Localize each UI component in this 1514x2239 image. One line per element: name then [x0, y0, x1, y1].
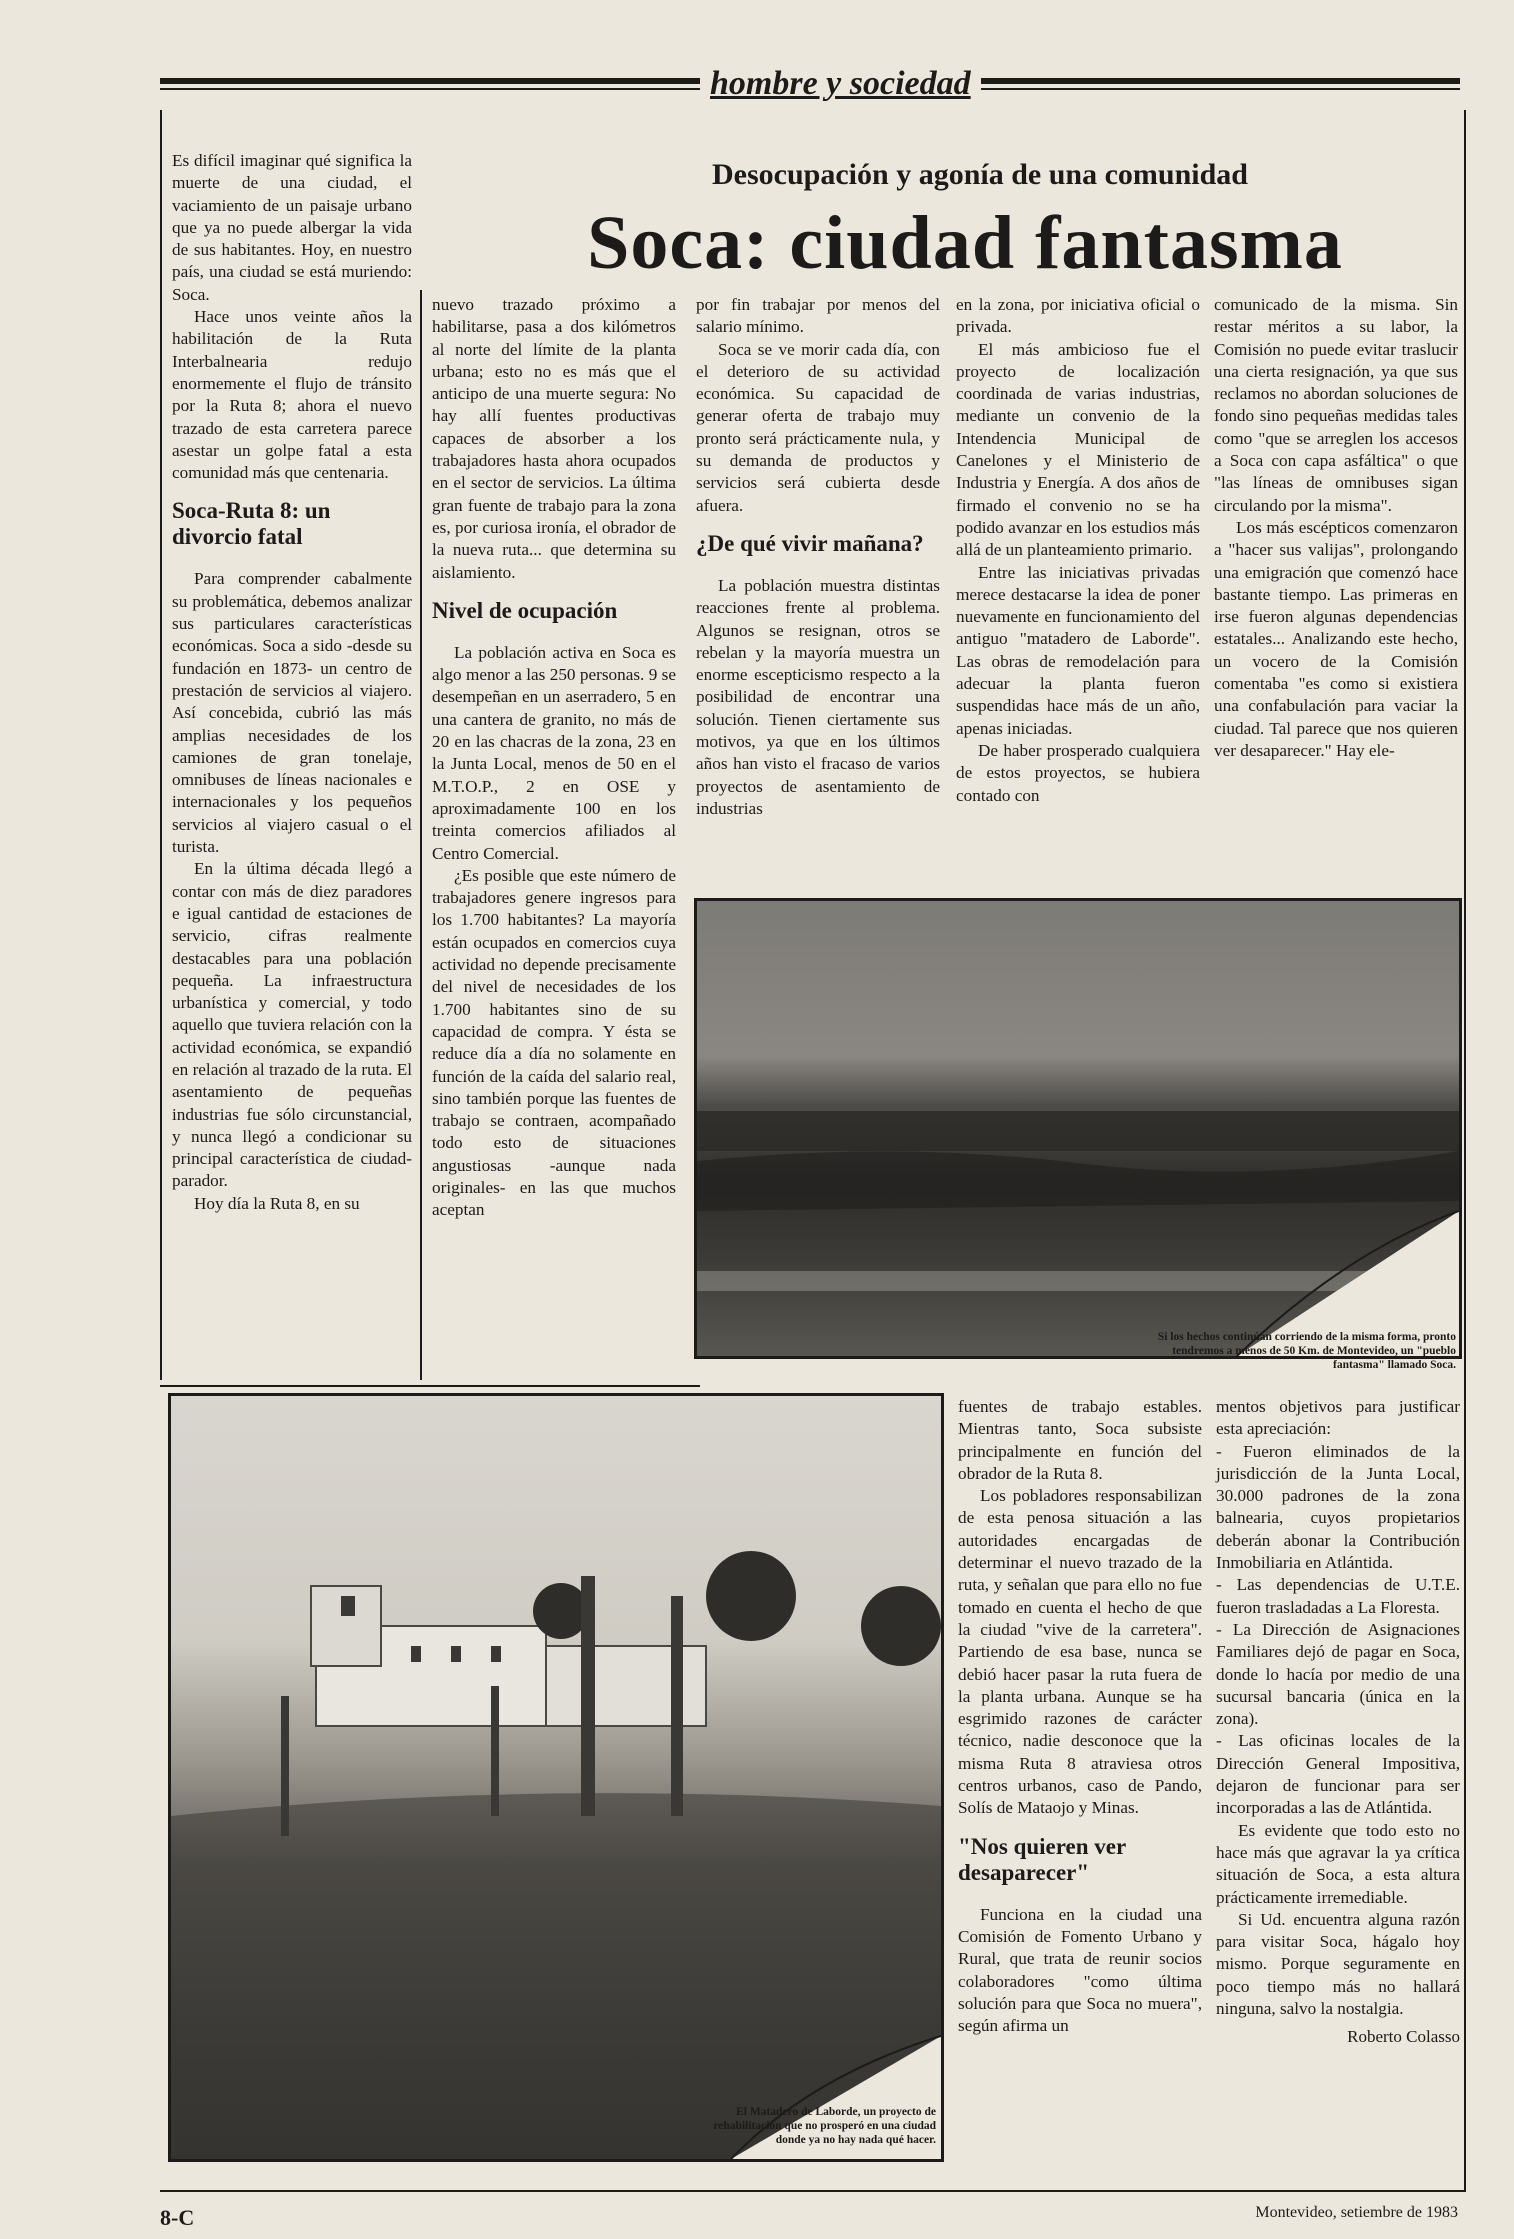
photo-matadero-laborde	[168, 1393, 944, 2162]
col7-paragraph-4: - La Dirección de Asignaciones Familiares dejó de pagar en Soca, donde lo hacía por medio de una sucursal bancaria (única en la zona).	[1216, 1619, 1460, 1729]
col6-paragraph-2: Los pobladores responsabilizan de esta penosa situación a las autoridades encargadas de determinar el nuevo trazado de la ruta, y señalan que para ello no fue tomado en cuenta el hecho de que la ciudad "vive de la carretera". Partiendo de esa base, nunca se debió hacer pasar la ruta fuera de la planta urbana. Aunque se ha esgrimido razones de carácter técnico, nadie desconoce que la misma Ruta 8 atraviesa otros centros urbanos, caso de Pando, Solís de Mataojo y Minas.	[958, 1486, 1202, 1818]
col7-paragraph-1: mentos objetivos para justificar esta apreciación:	[1216, 1397, 1460, 1439]
col2-paragraph-2: La población activa en Soca es algo menor a las 250 personas. 9 se desempeñan en un aserradero, 5 en una cantera de granito, no más de 20 en las chacras de la zona, 23 en la Junta Local, menos de 50 en el M.T.O.P., 2 en OSE y aproximadamente 100 en los treinta comercios afiliados al Centro Comercial.	[432, 642, 676, 863]
col1-paragraph-3: Para comprender cabalmente su problemática, debemos analizar sus particulares características económicas. Soca a sido -desde su fundación en 1873- un centro de prestación de servicios al viajero. Así concebida, cubrió las más amplias necesidades de los camiones de gran tonelaje, omnibuses de líneas nacionales e internacionales y los pequeños servicios al viajero casual o el turista.	[172, 569, 412, 857]
col1-paragraph-4: En la última década llegó a contar con más de diez paradores e igual cantidad de estaciones de servicio, cifras realmente destacables para una población pequeña. La infraestructura urbanística y comercial, y todo aquello que tuviera relación con la actividad económica, se expandió en relación al trazado de la ruta. El asentamiento de pequeñas industrias fue sólo circunstancial, y nunca llegó a condicionar su principal característica de ciudad-parador.	[172, 859, 412, 1191]
left-frame-rule	[160, 110, 162, 1380]
caption-matadero: El Matadero de Laborde, un proyecto de rehabilitación que no prosperó en una ciudad donde ya no hay nada qué hacer.	[713, 2106, 936, 2146]
column-7	[1216, 1396, 1460, 2049]
column-2	[432, 294, 676, 1222]
dateline: Montevideo, setiembre de 1983	[1255, 2204, 1458, 2221]
col7-paragraph-2: - Fueron eliminados de la jurisdicción de la Junta Local, 30.000 padrones de la zona balnearia, cuyos propietarios deberán abonar la Contribución Inmobiliaria en Atlántida.	[1216, 1441, 1460, 1573]
photo-soca-landscape	[694, 898, 1462, 1359]
col6-paragraph-3: Funciona en la ciudad una Comisión de Fomento Urbano y Rural, que trata de reunir socios colaboradores "como última solución para que Soca no muera", según afirma un	[958, 1904, 1202, 2036]
right-frame-rule	[1464, 110, 1466, 2190]
col7-paragraph-7: Si Ud. encuentra alguna razón para visitar Soca, hágalo hoy mismo. Porque seguramente en poco tiempo más no hallará ninguna, salvo la nostalgia.	[1216, 1909, 1460, 2019]
article-headline: Soca: ciudad fantasma	[587, 201, 1343, 285]
col7-paragraph-3: - Las dependencias de U.T.E. fueron trasladadas a La Floresta.	[1216, 1575, 1460, 1617]
article-kicker: Desocupación y agonía de una comunidad	[712, 158, 1248, 191]
subhead-nos-quieren: "Nos quieren ver desaparecer"	[958, 1833, 1126, 1885]
landscape-image	[697, 901, 1459, 1356]
col3-paragraph-3: La población muestra distintas reacciones frente al problema. Algunos se resignan, otros se rebelan y la mayoría muestra un enorme escepticismo respecto a la posibilidad de encontrar una solución. Tienen ciertamente sus motivos, ya que en los últimos años han visto el fracaso de varios proyectos de asentamiento de industrias	[696, 575, 940, 818]
col7-paragraph-6: Es evidente que todo esto no hace más que agravar la ya crítica situación de Soca, a esta altura prácticamente irremediable.	[1216, 1820, 1460, 1907]
column-1	[172, 150, 412, 1215]
col2-paragraph-1: nuevo trazado próximo a habilitarse, pasa a dos kilómetros al norte del límite de la planta urbana; esto no es más que el anticipo de una muerte segura: No hay allí fuentes productivas capaces de absorber a los trabajadores hasta ahora ocupados en el sector de servicios. La última gran fuente de trabajo para la zona es, por curiosa ironía, el obrador de la nueva ruta... que determina su aislamiento.	[432, 295, 676, 582]
caption-landscape: Si los hechos continúan corriendo de la misma forma, pronto tendremos a menos de 50 Km. de Montevideo, un "pueblo fantasma" llamado Soca.	[1157, 1331, 1456, 1371]
section-header	[160, 64, 1460, 108]
column-rule	[420, 290, 422, 1380]
subhead-nivel-ocupacion: Nivel de ocupación	[432, 597, 618, 623]
column-3	[696, 294, 940, 820]
lower-frame-rule	[160, 1385, 700, 1387]
column-4	[956, 294, 1200, 807]
col2-paragraph-3: ¿Es posible que este número de trabajadores genere ingresos para los 1.700 habitantes? La mayoría están ocupados en comercios cuya actividad no depende precisamente del nivel de necesidades de los 1.700 habitantes sino de su capacidad de compra. Y ésta se reduce día a día no solamente en función de la caída del salario real, sino también porque las fuentes de trabajo se contraen, acompañado todo esto de situaciones angustiosas -aunque nada originales- en las que muchos aceptan	[432, 865, 676, 1220]
col5-paragraph-2: Los más escépticos comenzaron a "hacer sus valijas", prolongando una emigración que comenzó hace bastante tiempo. Las primeras en irse fueron algunas dependencias estatales... Analizando este hecho, un vocero de la Comisión comentaba "es como si existiera una confabulación para vaciar la ciudad. Tal parece que nos quieren ver desaparecer." Hay ele-	[1214, 517, 1458, 760]
col4-paragraph-1: en la zona, por iniciativa oficial o privada.	[956, 295, 1200, 337]
author-signature: Roberto Colasso	[1347, 2027, 1460, 2047]
col4-paragraph-3: Entre las iniciativas privadas merece destacarse la idea de poner nuevamente en funcionamiento del antiguo "matadero de Laborde". Las obras de remodelación para adecuar la planta fueron suspendidas hace más de un año, apenas iniciadas.	[956, 562, 1200, 738]
col4-paragraph-2: El más ambicioso fue el proyecto de localización coordinada de varias industrias, mediante un convenio de la Intendencia Municipal de Canelones y el Ministerio de Industria y Energía. A dos años de firmado el convenio no se ha podido avanzar en los estudios más allá de un planteamiento primario.	[956, 339, 1200, 560]
col1-paragraph-5: Hoy día la Ruta 8, en su	[194, 1193, 360, 1213]
col5-paragraph-1: comunicado de la misma. Sin restar méritos a su labor, la Comisión no puede evitar traslucir una cierta resignación, ya que sus reclamos no abordan soluciones de fondo sino pequeñas medidas tales como "que se arreglen los accesos a Soca con capa asfáltica" o que "las líneas de omnibuses sigan circulando por la misma".	[1214, 295, 1458, 515]
section-title: hombre y sociedad	[700, 64, 981, 104]
col1-paragraph-2: Hace unos veinte años la habilitación de la Ruta Interbalnearia redujo enormemente el flujo de tránsito por la Ruta 8; ahora el nuevo trazado de esta carretera parece asestar un golpe fatal a esta comunidad más que centenaria.	[172, 307, 412, 483]
page-number: 8-C	[160, 2205, 195, 2230]
col7-paragraph-5: - Las oficinas locales de la Dirección General Impositiva, dejaron de funcionar para ser incorporadas a las de Atlántida.	[1216, 1731, 1460, 1818]
matadero-image	[171, 1396, 941, 2159]
col6-paragraph-1: fuentes de trabajo estables. Mientras tanto, Soca subsiste principalmente en función del obrador de la Ruta 8.	[958, 1397, 1202, 1483]
col3-paragraph-1: por fin trabajar por menos del salario mínimo.	[696, 295, 940, 337]
col4-paragraph-4: De haber prosperado cualquiera de estos proyectos, se hubiera contado con	[956, 740, 1200, 805]
column-6	[958, 1396, 1202, 2037]
col1-paragraph-1: Es difícil imaginar qué significa la muerte de una ciudad, el vaciamiento de un paisaje urbano que ya no puede albergar la vida de sus habitantes. Hoy, en nuestro país, una ciudad se está muriendo: Soca.	[172, 151, 412, 304]
subhead-de-que-vivir: ¿De qué vivir mañana?	[696, 530, 924, 556]
subhead-divorcio: Soca-Ruta 8: un divorcio fatal	[172, 498, 331, 550]
bottom-frame-rule	[160, 2190, 1466, 2192]
col3-paragraph-2: Soca se ve morir cada día, con el deterioro de su actividad económica. Su capacidad de generar oferta de trabajo muy pronto será prácticamente nula, y su demanda de productos y servicios será cubierta desde afuera.	[696, 339, 940, 515]
column-5	[1214, 294, 1458, 762]
